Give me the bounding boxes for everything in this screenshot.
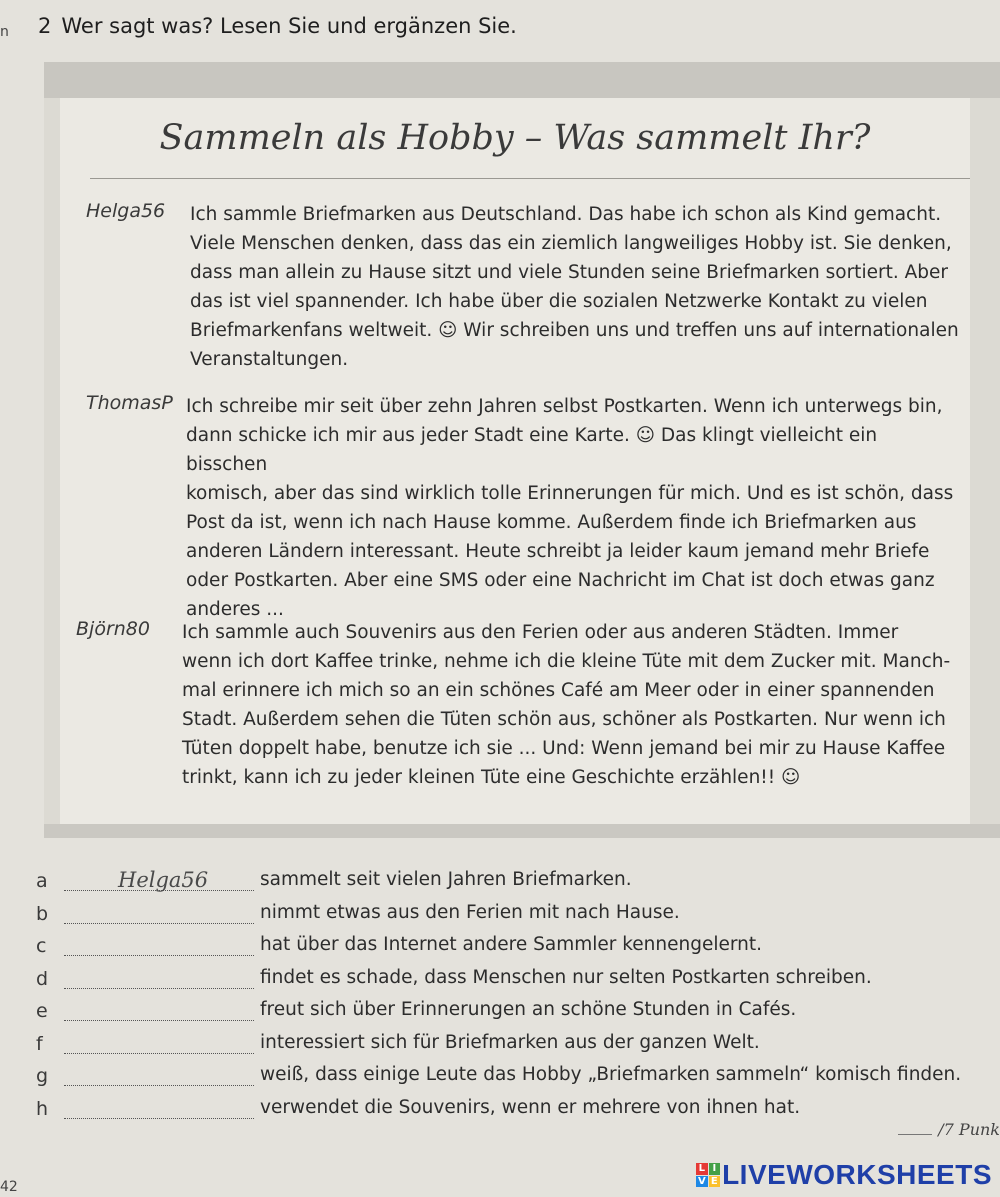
post-username: Helga56 (86, 200, 166, 222)
liveworksheets-logo (696, 1160, 992, 1190)
logo-mark-letter: V (697, 1175, 706, 1187)
answer-blank[interactable] (64, 1033, 254, 1054)
exercise-item (36, 866, 996, 899)
post-username: Björn80 (76, 618, 150, 640)
item-letter: b (36, 902, 49, 925)
answer-blank[interactable] (64, 968, 254, 989)
logo-text: LIVEWORKSHEETS (722, 1159, 992, 1190)
logo-mark-letter: E (709, 1176, 721, 1188)
answer-blank[interactable] (64, 1065, 254, 1086)
panel-footer-bar (44, 824, 1000, 838)
exercise-heading (38, 14, 517, 38)
item-letter: c (36, 935, 47, 957)
post-text (190, 200, 962, 374)
post-line: komisch, aber das sind wirklich tolle Erinnerungen für mich. Und es ist schön, dass (186, 483, 954, 504)
forum-content (60, 98, 970, 824)
post-text (186, 392, 962, 624)
post-line: Ich schreibe mir seit über zehn Jahren selbst Postkarten. Wenn ich unterwegs bin, (186, 396, 943, 417)
post-line: dass man allein zu Hause sitzt und viele Stunden seine Briefmarken sortiert. Aber (190, 262, 948, 283)
handwritten-answer: Helga56 (118, 868, 209, 892)
panel-header-bar (44, 62, 1000, 98)
post-line: das ist viel spannender. Ich habe über die sozialen Netzwerke Kontakt zu vielen (190, 291, 928, 312)
score-text: /7 Punk (938, 1120, 1000, 1139)
item-text: sammelt seit vielen Jahren Briefmarken. (260, 869, 632, 890)
item-text: verwendet die Souvenirs, wenn er mehrere von ihnen hat. (260, 1096, 801, 1118)
post-line: Tüten doppelt habe, benutze ich sie ... Und: Wenn jemand bei mir zu Hause Kaffee (182, 738, 946, 759)
answer-blank[interactable] (64, 870, 254, 891)
exercise-item (36, 1029, 996, 1062)
post-line: Stadt. Außerdem sehen die Tüten schön aus, schöner als Postkarten. Nur wenn ich (182, 709, 946, 730)
post-line: mal erinnere ich mich so an ein schönes Café am Meer oder in einer spannenden (182, 680, 935, 701)
page-edge-letter: n (0, 24, 9, 40)
title-divider (90, 178, 970, 179)
answer-blank[interactable] (64, 1098, 254, 1119)
post-line: trinkt, kann ich zu jeder kleinen Tüte eine Geschichte erzählen!! ☺ (182, 767, 801, 788)
post-line: Viele Menschen denken, dass das ein ziemlich langweiliges Hobby ist. Sie denken, (190, 233, 952, 254)
exercise-item (36, 1061, 996, 1094)
post-line: wenn ich dort Kaffee trinke, nehme ich die kleine Tüte mit dem Zucker mit. Manch- (182, 651, 951, 672)
exercise-number: 2 (38, 14, 52, 38)
post-line: anderen Ländern interessant. Heute schreibt ja leider kaum jemand mehr Briefe (186, 541, 930, 562)
post-line: Post da ist, wenn ich nach Hause komme. Außerdem finde ich Briefmarken aus (186, 512, 917, 533)
forum-title: Sammeln als Hobby – Was sammelt Ihr? (159, 118, 871, 158)
post-line: anderes ... (186, 599, 284, 620)
item-text: hat über das Internet andere Sammler kennengelernt. (260, 934, 763, 955)
answer-blank[interactable] (64, 903, 254, 924)
post-line: oder Postkarten. Aber eine SMS oder eine Nachricht im Chat ist doch etwas ganz (186, 570, 935, 591)
score-blank (898, 1134, 932, 1135)
item-text: interessiert sich für Briefmarken aus der ganzen Welt. (260, 1031, 760, 1053)
exercise-item (36, 1094, 996, 1127)
exercise-item (36, 996, 996, 1029)
item-text: findet es schade, dass Menschen nur selten Postkarten schreiben. (260, 966, 872, 988)
item-text: nimmt etwas aus den Ferien mit nach Hause. (260, 901, 680, 923)
item-text: freut sich über Erinnerungen an schöne Stunden in Cafés. (260, 999, 797, 1020)
forum-panel (44, 62, 1000, 838)
post-line: Ich sammle Briefmarken aus Deutschland. Das habe ich schon als Kind gemacht. (190, 204, 942, 225)
logo-mark-letter: I (709, 1163, 721, 1175)
item-letter: d (36, 967, 49, 990)
post-line: Briefmarkenfans weltweit. ☺ Wir schreiben uns und treffen uns auf internationalen (190, 320, 959, 341)
item-letter: e (36, 1000, 48, 1022)
post-line: Veranstaltungen. (190, 349, 349, 370)
post-line: dann schicke ich mir aus jeder Stadt eine Karte. ☺ Das klingt vielleicht ein bisschen (186, 425, 878, 475)
score-line (898, 1120, 1000, 1139)
exercise-items (36, 866, 996, 1126)
post-username: ThomasP (86, 392, 173, 414)
item-letter: f (36, 1032, 43, 1055)
answer-blank[interactable] (64, 935, 254, 956)
exercise-item (36, 899, 996, 932)
post-text (182, 618, 962, 792)
liveworksheets-logo-icon (696, 1163, 720, 1187)
item-letter: g (36, 1065, 49, 1087)
answer-blank[interactable] (64, 1000, 254, 1021)
exercise-item (36, 931, 996, 964)
item-letter: h (36, 1097, 49, 1120)
item-letter: a (36, 870, 48, 892)
logo-mark-letter: L (696, 1163, 708, 1175)
exercise-instruction: Wer sagt was? Lesen Sie und ergänzen Sie. (61, 14, 517, 38)
post-line: Ich sammle auch Souvenirs aus den Ferien oder aus anderen Städten. Immer (182, 622, 899, 643)
exercise-item (36, 964, 996, 997)
item-text: weiß, dass einige Leute das Hobby „Briefmarken sammeln“ komisch finden. (260, 1064, 962, 1085)
page-number: 42 (0, 1179, 18, 1195)
